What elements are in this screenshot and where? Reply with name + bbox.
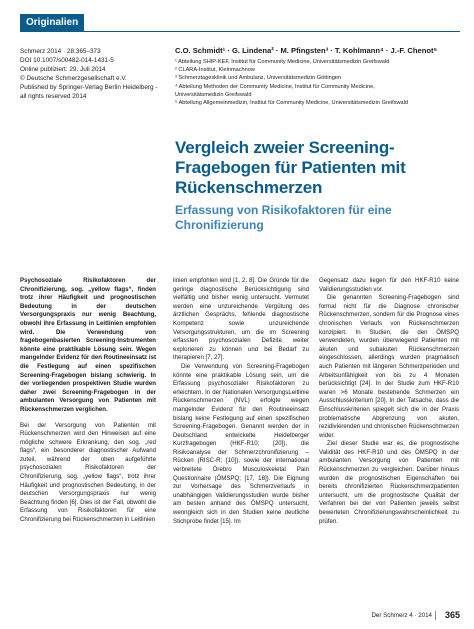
body-paragraph: Bei der Versorgung von Patienten mit Rückenschmerzen wird den Hinweisen auf eine mögliche schwere Erkrankung, den sog. „red flags“, ein besonderer diagnostischer Aufwand zuteil, während der oben aufgeführte psychosozialen Risikofaktoren der Chronifizierung, sog. „yellow flags“, trotz ihrer Häufigkeit und prognostischen Bedeutung, in der deutschen Versorgungspraxis nur wenig Beachtung finden [6]. Dies ist der Fall, obwohl die Erfassung von Risikofaktoren für eine Chronifizierung bei Rückenschmerzen in Leitlinien xyxy=(20,421,156,524)
publication-meta xyxy=(20,47,160,101)
body-paragraph: Die Verwendung von Screening-Fragebogen könnte eine praktikable Lösung sein, um die Erfassung psychosozialer Risikofaktoren zu erleichtern. In der Nationalen VersorgungsLeitlinie Rückenschmerzen (NVL) erfolgte wegen mangelnder Evidenz für den Routineeinsatz bislang keine Festlegung auf einen spezifischen Screening-Fragebogen. Genannt werden der in Deutschland entwickelte Heidelberger Kurzfragebogen (HKF-R10; [20]), die Risikoanalyse der Schmerzchronifizierung – Rücken (RISC-R; [10]), sowie der international verbreitete Örebro Musculoskeletal Pain Questionnaire (ÖMSPQ; [17, 18]). Die Eignung zur Vorhersage des Schmerzverlaufs in unabhängigen Validierungsstudien wurde bisher am besten anhand des ÖMSPQ untersucht, wenngleich sich in den Studien keine deutliche Stichprobe findet [15]. Im xyxy=(173,362,309,525)
page-number: 365 xyxy=(444,610,460,620)
body-paragraph: Ziel dieser Studie war es, die prognostische Validität des HKF-R10 und des ÖMSPQ in der ambulanten Versorgung von Patienten mit Rückenschmerzen zu vergleichen. Darüber hinaus wurden die prognostischen Eigenschaften bei bereits chronifizierten Rückenschmerzpatienten untersucht, um die prognostische Qualität der Verfahren bei der von Patienten jeweils selbst bewerteten Chronifizierungswahrscheinlichkeit zu prüfen. xyxy=(319,440,459,525)
meta-line: Online publiziert: 29. Juli 2014 xyxy=(20,66,106,73)
text-column-1 xyxy=(20,277,156,525)
body-paragraph: Gegensatz dazu liegen für den HKF-R10 keine Validierungsstudien vor. xyxy=(319,277,459,293)
affiliation-line: ⁵ Abteilung Allgemeinmedizin, Institut für Community Medicine, Universitätsmedizin Greifswald xyxy=(175,100,409,107)
article-subtitle: Erfassung von Risikofaktoren für eine Chronifizierung xyxy=(175,203,392,232)
affiliation-line: ⁴ Abteilung Methoden der Community Medicine, Institut für Community Medicine, xyxy=(175,83,375,90)
meta-line: Published by Springer-Verlag Berlin Heidelberg - xyxy=(20,84,158,91)
section-label: Originalien xyxy=(20,14,84,31)
meta-line: DOI 10.1007/s00482-014-1431-5 xyxy=(20,57,114,64)
meta-line: © Deutsche Schmerzgesellschaft e.V. xyxy=(20,75,127,82)
affiliation-list xyxy=(175,58,455,107)
journal-issue: Der Schmerz 4 · 2014 xyxy=(371,612,432,619)
header-rule xyxy=(20,31,460,32)
meta-line: Schmerz 2014 · 28:365–373 xyxy=(20,48,101,55)
body-paragraph: linien empfohlen wird [1, 2, 8]. Die Gründe für die geringe diagnostische Berücksichtigung sind vielfältig und bisher wenig untersucht. Vermutet werden eine unzureichende Vergütung des ärztlichen Gesprächs, fehlende diagnostische Kompetenz sowie unzureichende Versorgungsstrukturen, um die im Screening erfassten psychosozialen Defizite weiter explorieren zu können und bei Bedarf zu therapieren [7, 27]. xyxy=(173,277,309,362)
affiliation-line: ¹ Abteilung SHIP-KEF, Institut für Community Medicine, Universitätsmedizin Greifswald xyxy=(175,59,390,65)
affiliation-line: Universitätsmedizin Greifswald xyxy=(175,91,252,98)
affiliation-line: ² CLARA-Institut, Kleinmachnow xyxy=(175,67,255,74)
article-title: Vergleich zweier Screening-Fragebogen für Patienten mit Rückenschmerzen xyxy=(175,138,406,197)
footer-divider xyxy=(435,611,436,620)
text-column-3 xyxy=(319,277,459,526)
affiliation-line: ³ Schmerztagesklinik und Ambulanz, Universitätsmedizin Göttingen xyxy=(175,75,342,82)
body-paragraph: Die genannten Screening-Fragebogen sind formal nicht für die Diagnose chronischer Rückenschmerzen, sondern für die Prognose eines chronischen Verlaufs von Rückenschmerzen konzipiert. In Studien, die den ÖMSPQ verwendeten, wurden überwiegend Patienten mit akuten und subakuten Rückenschmerzen eingeschlossen, allerdings wurden pragmatisch auch Patienten mit längeren Schmerzperioden und Arbeitsunfähigkeit von bis zu 4 Monaten berücksichtigt [24]. In der Studie zum HKF-R10 waren >6 Monate bestehende Schmerzen ein Ausschlusskriterium [20]. In der Tatsache, dass die Einschlusskriterien spiegelt sich die in der Praxis problematische Abgrenzung von akuten, rezidivierenden und chronischen Rückenschmerzen wider. xyxy=(319,294,459,439)
author-list: C.O. Schmidt¹ · G. Lindena² · M. Pfingsten³ · T. Kohlmann⁴ · J.-F. Chenot⁵ xyxy=(175,46,438,55)
text-column-2 xyxy=(173,277,309,526)
page-footer xyxy=(300,610,460,622)
abstract-paragraph: Psychosoziale Risikofaktoren der Chronifizierung, sog. „yellow flags“, finden trotz ihrer Häufigkeit und prognostischen Bedeutung in der deutschen Versorgungspraxis nur wenig Beachtung, obwohl ihre Erfassung in Leitlinien empfohlen wird. Die Verwendung von fragebogenbasierten Screening-Instrumenten könnte eine praktikable Lösung sein. Wegen mangelnder Evidenz für den Routineeinsatz ist die Festlegung auf einen spezifischen Screening-Fragebogen bislang schwierig. In der vorliegenden prospektiven Studie wurden daher zwei Screening-Fragebogen in der ambulanten Versorgung von Patienten mit Rückenschmerzen verglichen. xyxy=(20,277,156,413)
meta-line: all rights reserved 2014 xyxy=(20,93,87,100)
